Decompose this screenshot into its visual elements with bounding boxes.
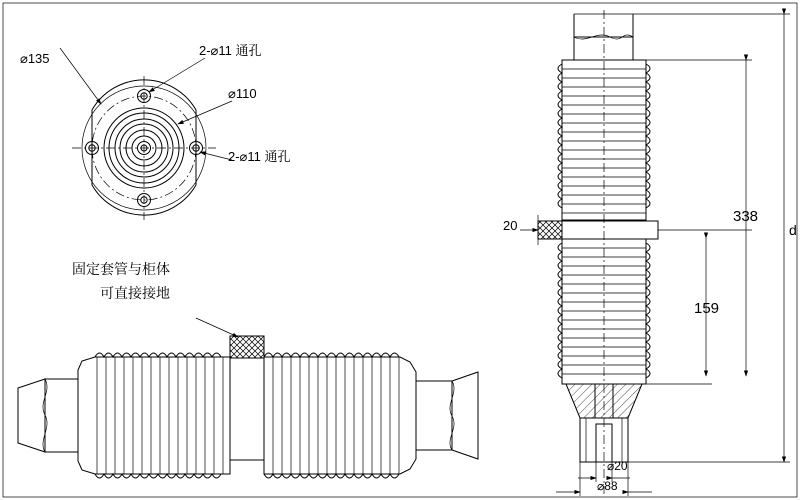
label-dia-110: ⌀110 xyxy=(228,86,257,101)
label-dim-d: d xyxy=(789,222,797,238)
label-hole-note-top: 2-⌀11 通孔 xyxy=(199,43,262,58)
label-dia-135: ⌀135 xyxy=(20,51,50,66)
view-front-flange xyxy=(60,48,232,220)
label-dim-20: 20 xyxy=(503,218,518,233)
label-ground-note-line2: 可直接接地 xyxy=(100,285,170,301)
label-dim-338: 338 xyxy=(733,208,759,225)
label-ground-note-line1: 固定套管与柜体 xyxy=(72,261,170,277)
view-side-elevation xyxy=(520,10,790,496)
label-hole-note-mid: 2-⌀11 通孔 xyxy=(228,149,291,164)
label-dia-88: ⌀88 xyxy=(597,479,618,493)
label-dim-159: 159 xyxy=(694,300,720,317)
view-longitudinal-section xyxy=(18,318,478,478)
label-dia-20: ⌀20 xyxy=(607,459,628,473)
